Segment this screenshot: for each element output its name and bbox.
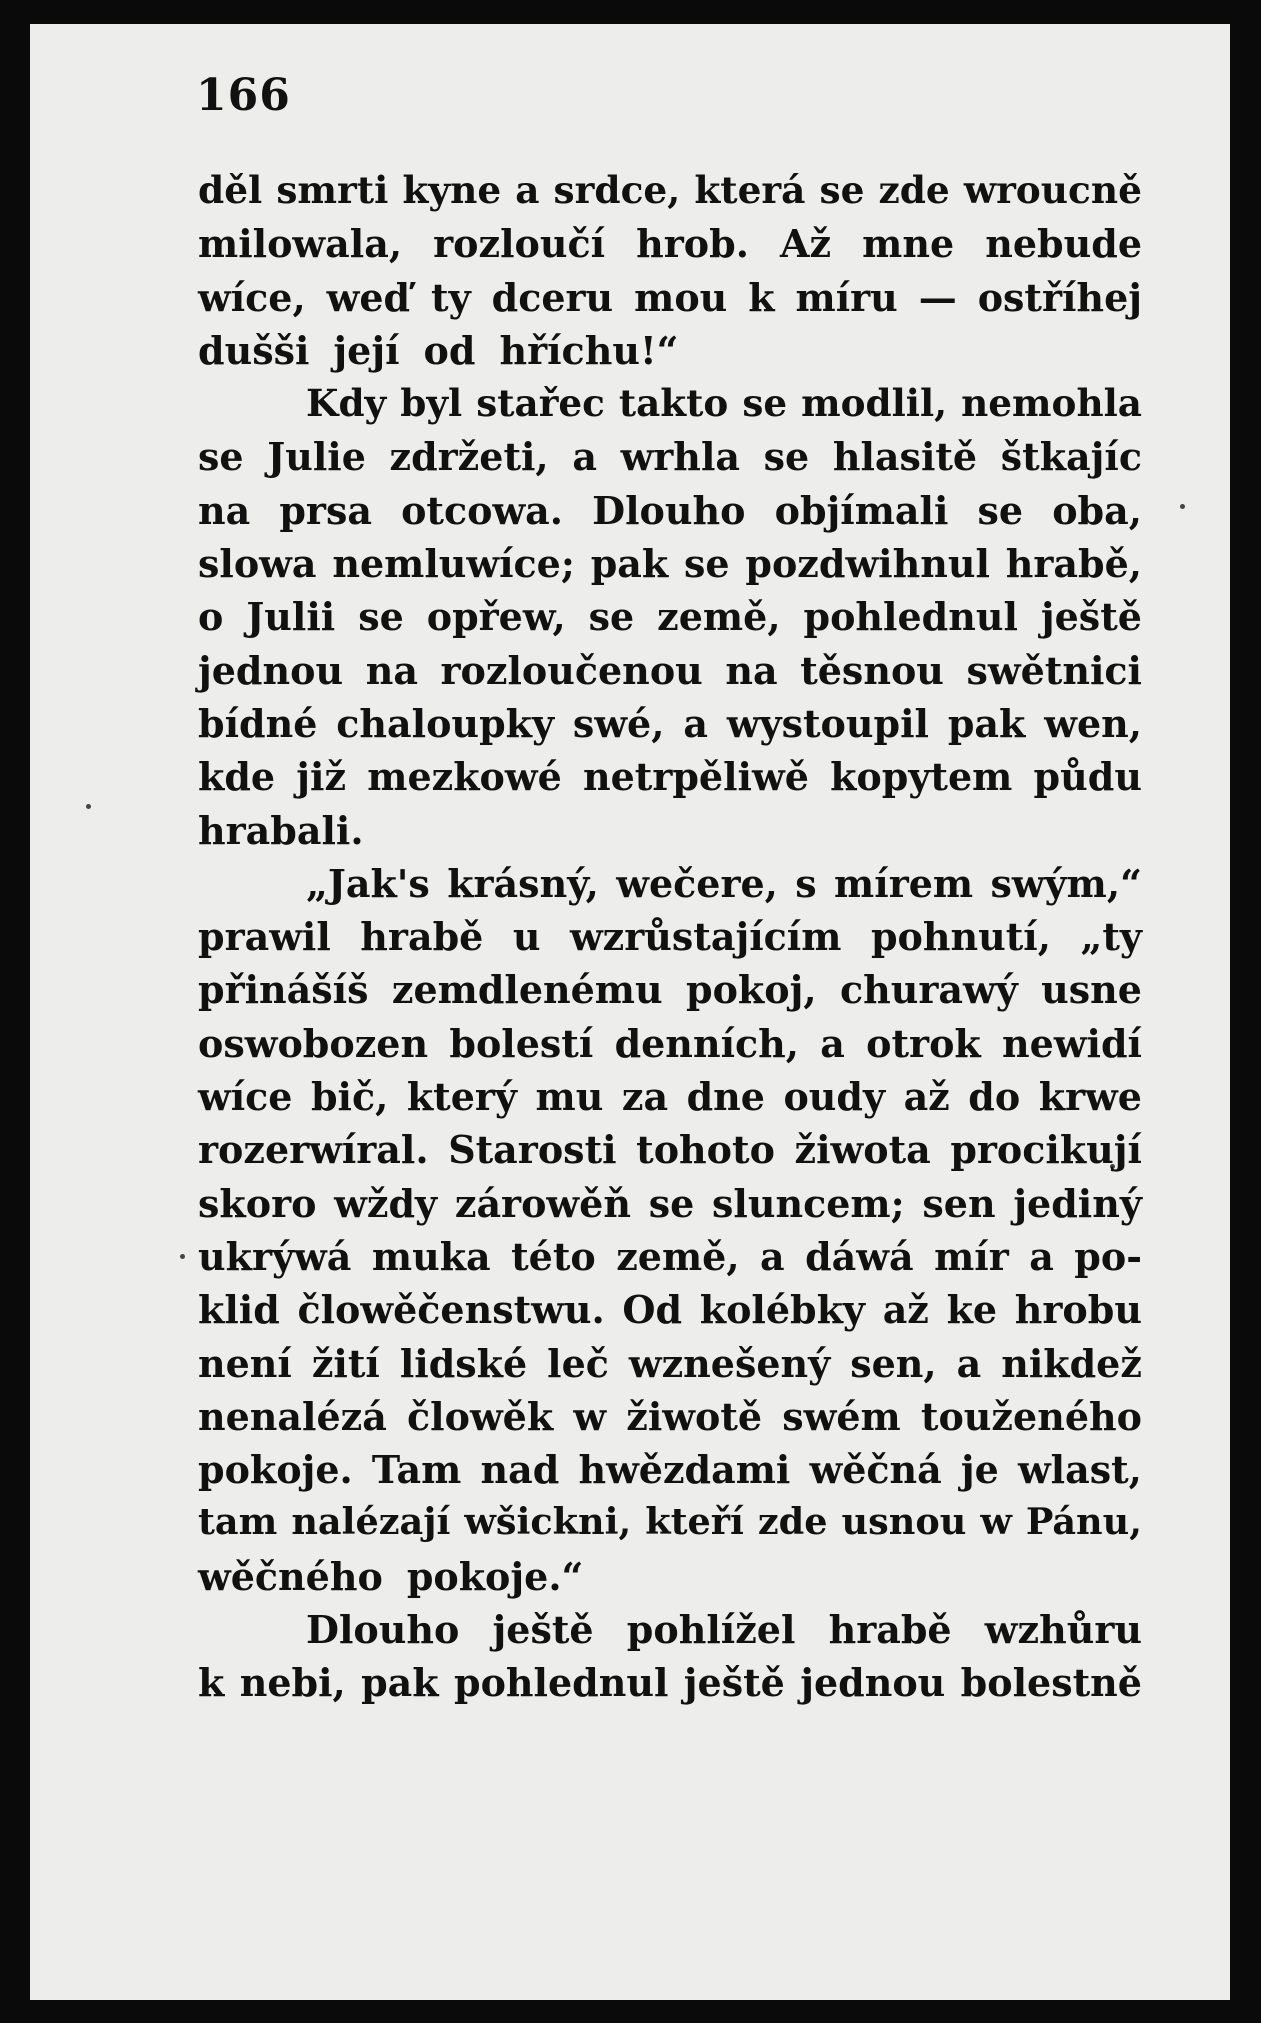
paragraph bbox=[198, 861, 1142, 1607]
text-line: tam nalézají wšickni, kteří zde usnou w Pánu, bbox=[198, 1500, 1142, 1544]
text-line: děl smrti kyne a srdce, která se zde wroucně bbox=[198, 168, 1142, 212]
scan-speck bbox=[180, 1254, 185, 1259]
text-line: bídné chaloupky swé, a wystoupil pak wen, bbox=[198, 700, 1142, 746]
text-line: přinášíš zemdlenému pokoj, churawý usne bbox=[198, 967, 1142, 1013]
text-line: pokoje. Tam nad hwězdami wěčná je wlast, bbox=[198, 1447, 1142, 1493]
text-line: jednou na rozloučenou na těsnou swětnici bbox=[198, 647, 1142, 693]
text-line: na prsa otcowa. Dlouho objímali se oba, bbox=[198, 487, 1142, 533]
text-line: wíce bič, který mu za dne oudy až do krwe bbox=[198, 1074, 1142, 1120]
text-line: oswobozen bolestí denních, a otrok newidí bbox=[198, 1020, 1142, 1066]
text-line: hrabali. bbox=[198, 807, 364, 853]
text-line: není žití lidské leč wznešený sen, a nikdež bbox=[198, 1340, 1142, 1386]
text-line: wěčného pokoje.“ bbox=[198, 1553, 584, 1599]
scan-speck bbox=[86, 804, 91, 809]
paragraph bbox=[198, 1607, 1142, 1714]
text-line: kde již mezkowé netrpěliwě kopytem půdu bbox=[198, 754, 1142, 800]
text-line: se Julie zdržeti, a wrhla se hlasitě štkajíc bbox=[198, 434, 1142, 480]
text-line: klid člowěčenstwu. Od kolébky až ke hrobu bbox=[198, 1287, 1142, 1333]
text-line: wíce, weď ty dceru mou k míru — ostříhej bbox=[198, 274, 1142, 320]
text-line: k nebi, pak pohlednul ještě jednou bolestně bbox=[198, 1660, 1142, 1706]
page-number: 166 bbox=[196, 70, 291, 121]
paragraph bbox=[198, 381, 1142, 861]
body-text bbox=[198, 168, 1142, 1714]
paragraph bbox=[198, 168, 1142, 381]
text-line: „Jak's krásný, wečere, s mírem swým,“ bbox=[306, 860, 1142, 906]
scan-speck bbox=[1180, 504, 1185, 509]
text-line: nenalézá člowěk w žiwotě swém touženého bbox=[198, 1393, 1142, 1439]
text-line: Dlouho ještě pohlížel hrabě wzhůru bbox=[306, 1607, 1142, 1653]
text-line: slowa nemluwíce; pak se pozdwihnul hrabě, bbox=[198, 541, 1142, 587]
text-line: prawil hrabě u wzrůstajícím pohnutí, „ty bbox=[198, 914, 1142, 960]
text-line: dušši její od hříchu!“ bbox=[198, 327, 679, 373]
text-line: ukrýwá muka této země, a dáwá mír a po- bbox=[198, 1233, 1142, 1279]
text-line: Kdy byl stařec takto se modlil, nemohla bbox=[306, 381, 1142, 426]
text-line: milowala, rozloučí hrob. Až mne nebude bbox=[198, 221, 1142, 267]
text-line: rozerwíral. Starosti tohoto žiwota procikují bbox=[198, 1127, 1142, 1173]
text-line: o Julii se opřew, se země, pohlednul ještě bbox=[198, 594, 1142, 640]
text-line: skoro wždy zárowěň se sluncem; sen jediný bbox=[198, 1180, 1142, 1226]
